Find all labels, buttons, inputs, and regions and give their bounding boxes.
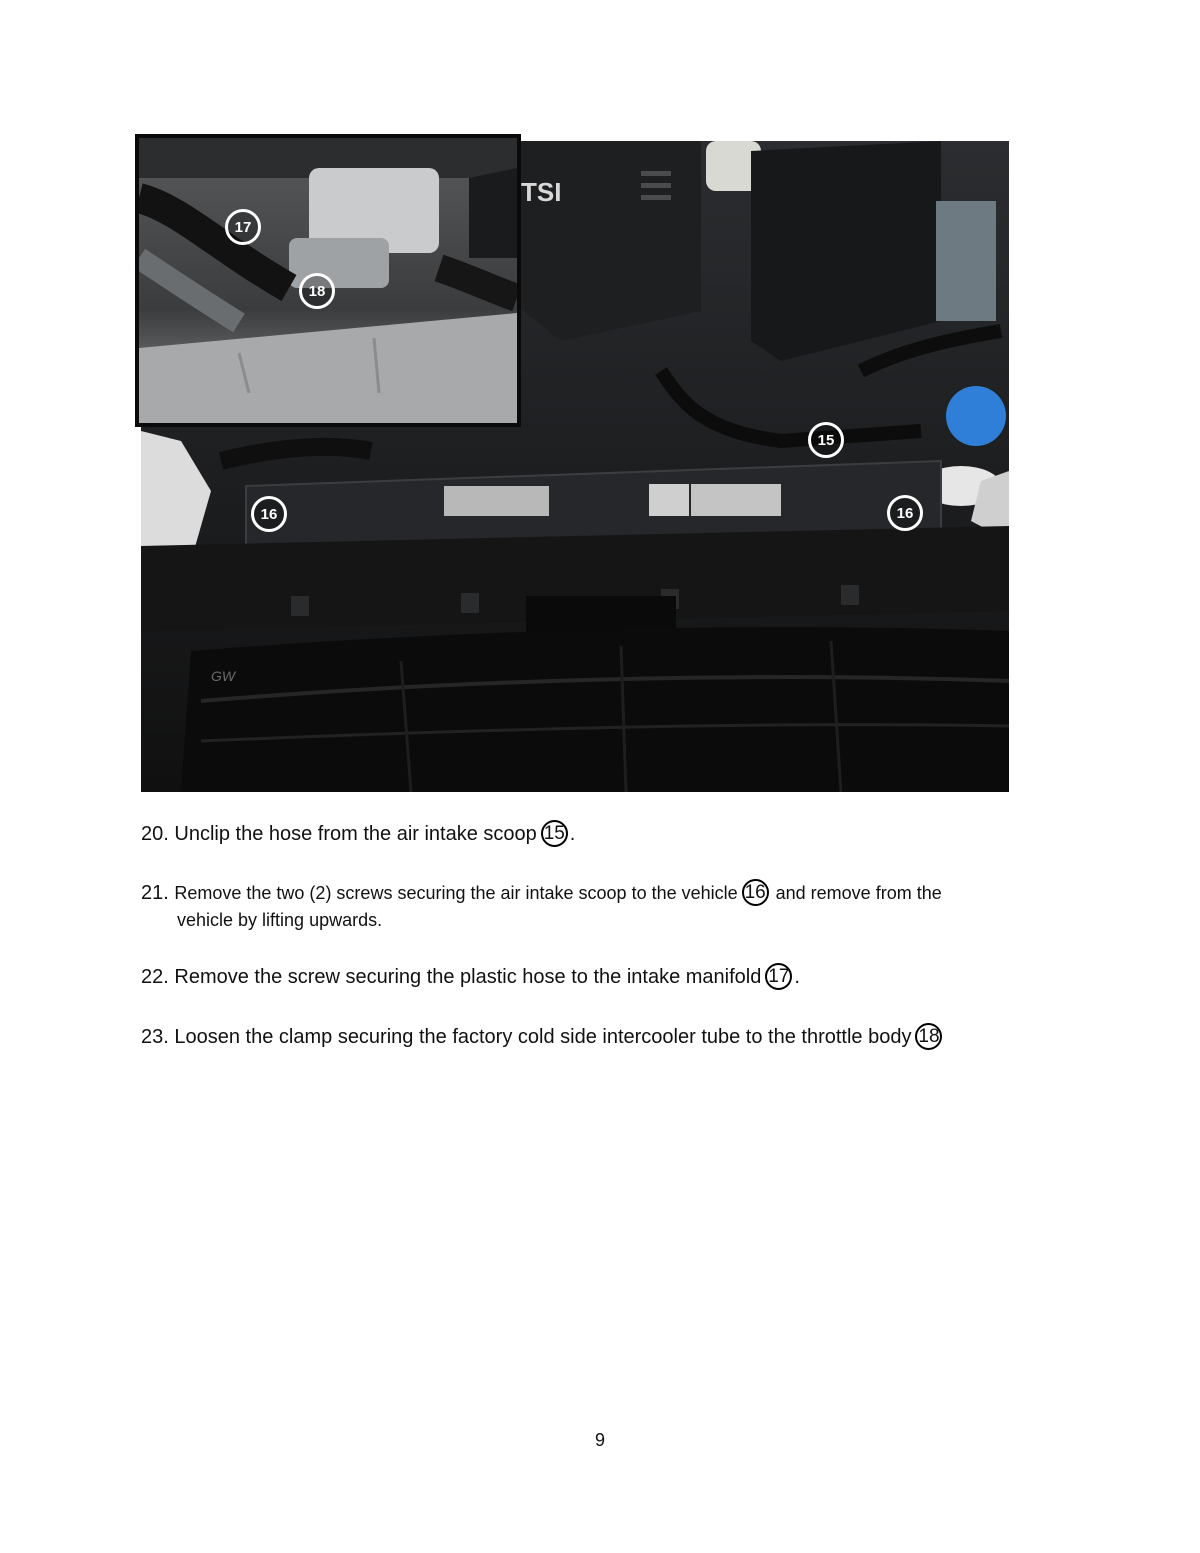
step-number: 20. <box>141 823 169 845</box>
step-number: 21. <box>141 882 169 904</box>
step-reference-callout: 15 <box>541 820 568 847</box>
step-reference-callout: 18 <box>915 1023 942 1050</box>
step-reference-callout: 17 <box>765 963 792 990</box>
step-text-after: . <box>569 823 576 845</box>
callout-15: 15 <box>808 422 844 458</box>
step-number: 23. <box>141 1026 169 1048</box>
step-text-after: and remove from the <box>770 883 942 903</box>
step-text-continued: vehicle by lifting upwards. <box>177 910 383 930</box>
step-text-after: . <box>794 966 800 988</box>
tsi-badge: TSI <box>521 177 562 207</box>
callout-18: 18 <box>299 273 335 309</box>
step-reference-callout: 16 <box>742 879 769 906</box>
step-22 <box>141 964 800 991</box>
page-number: 9 <box>594 1430 605 1450</box>
step-text: Loosen the clamp securing the factory cold side intercooler tube to the throttle body <box>174 1026 912 1048</box>
callout-16-right: 16 <box>887 495 923 531</box>
step-text: Unclip the hose from the air intake scoop <box>174 823 537 845</box>
step-21 <box>141 880 942 934</box>
step-text: Remove the screw securing the plastic hose to the intake manifold <box>174 966 762 988</box>
step-20 <box>141 821 575 848</box>
throttle-body-inset-photo <box>135 134 521 427</box>
step-number: 22. <box>141 966 169 988</box>
step-23 <box>141 1024 944 1051</box>
cover-mark: GW <box>211 668 236 684</box>
step-text: Remove the two (2) screws securing the air intake scoop to the vehicle <box>174 883 738 903</box>
callout-16-left: 16 <box>251 496 287 532</box>
callout-17: 17 <box>225 209 261 245</box>
